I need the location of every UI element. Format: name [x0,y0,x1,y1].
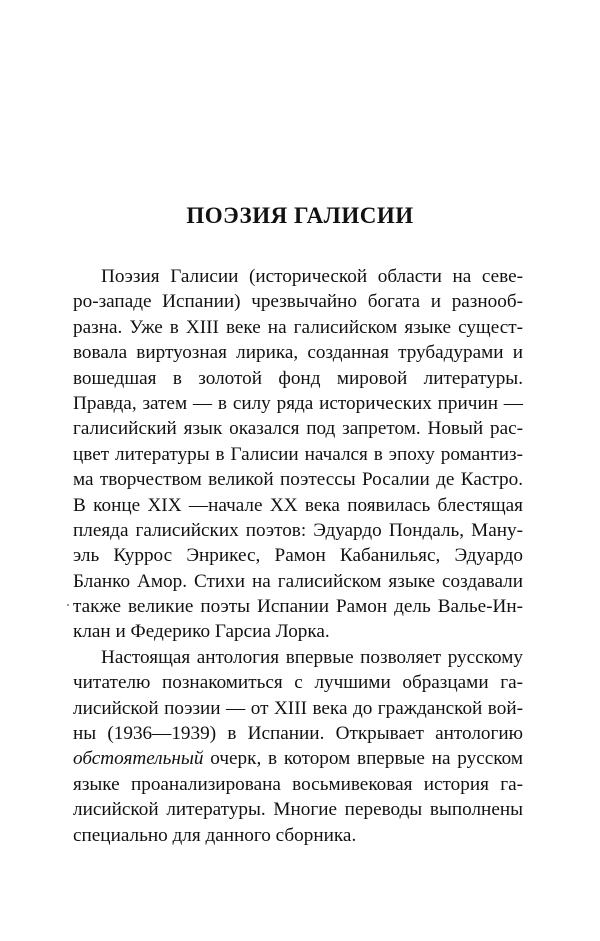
text-line-rest: очерк, в котором впервые на русском [203,748,523,770]
body-text [73,264,523,848]
text-line: ны (1936—1939) в Испании. Открывает антологию [73,723,523,745]
text-line: лисийской поэзии — от XIII века до гражданской вой- [73,697,523,719]
italic-word: обстоятельный [73,748,204,770]
text-line: лисийской литературы. Многие переводы выполнены [73,799,523,821]
text-line: В конце XIX —начале XX века появилась блестящая [73,494,523,516]
text-line: галисийский язык оказался под запретом. Новый рас- [73,418,523,440]
text-line: разна. Уже в XIII веке на галисийском языке сущест- [73,316,523,338]
text-line: также великие поэты Испании Рамон дель Валье-Ин- [73,596,523,618]
page-title: ПОЭЗИЯ ГАЛИСИИ [186,203,414,228]
text-line: Поэзия Галисии (исторической области на севе- [101,266,523,287]
text-line: Правда, затем — в силу ряда исторических причин — [73,392,523,414]
text-line: специально для данного сборника. [73,824,357,846]
text-line: клан и Федерико Гарсиа Лорка. [73,621,330,643]
text-line: языке проанализирована восьмивековая история га- [73,773,523,795]
text-line: вовала виртуозная лирика, созданная трубадурами и [73,342,523,364]
text-line: плеяда галисийских поэтов: Эдуардо Пондаль, Ману- [73,519,523,541]
scan-speck [67,604,69,606]
text-line: вошедшая в золотой фонд мировой литературы. [73,367,523,389]
text-line: ма творчеством великой поэтессы Росалии де Кастро. [73,469,523,491]
text-line: эль Куррос Энрикес, Рамон Кабанильяс, Эдуардо [73,545,523,567]
paragraph-2 [73,645,523,848]
text-line: цвет литературы в Галисии начался в эпоху романтиз- [73,443,523,465]
paragraph-1 [73,264,523,645]
text-line: ро-западе Испании) чрезвычайно богата и разнооб- [73,291,523,313]
text-line-mixed [73,746,523,771]
text-line: Бланко Амор. Стихи на галисийском языке создавали [73,570,523,592]
text-line: читателю познакомиться с лучшими образцами га- [73,672,523,694]
text-line: Настоящая антология впервые позволяет русскому [101,646,523,668]
